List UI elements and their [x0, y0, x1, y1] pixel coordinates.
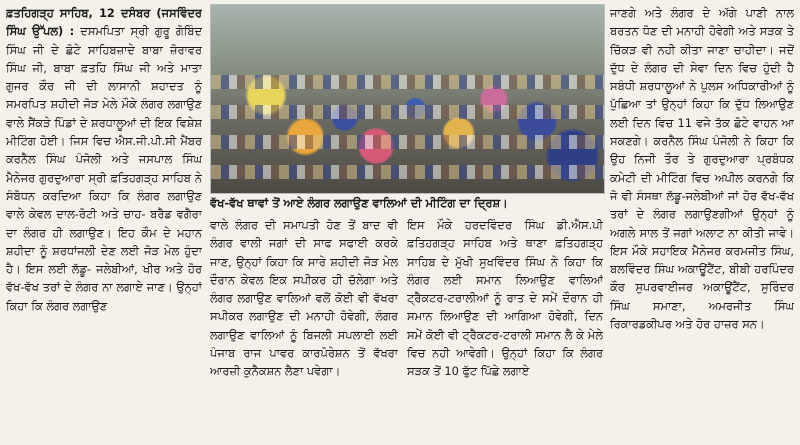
meeting-photo: [210, 4, 605, 194]
article-body-col4: ਜਾਣਗੇ ਅਤੇ ਲੰਗਰ ਦੇ ਅੱਗੇ ਪਾਣੀ ਨਾਲ ਬਰਤਨ ਧੋਣ ਦੀ ਮਨਾਹੀ ਹੋਵੇਗੀ ਅਤੇ ਸੜਕ ਤੇ ਚਿੱਕੜ ਵੀ ਨਹੀ ਕੀਤਾ ਜਾਣਾ ਚਾਹੀਦਾ। ਜਦੋਂ ਦੁੱਧ ਦੇ ਲੰਗਰ ਦੀ ਸੇਵਾ ਦਿਨ ਵਿਚ ਹੁੰਦੀ ਹੈ ਸਬੰਧੀ ਸ਼ਰਧਾਲੂਆਂ ਨੇ ਪੁਲਸ ਅਧਿਕਾਰੀਆਂ ਨੂੰ ਪੁੱਛਿਆ ਤਾਂ ਉਨ੍ਹਾਂ ਕਿਹਾ ਕਿ ਦੁੱਧ ਲਿਆਉਣ ਲਈ ਦਿਨ ਵਿਚ 11 ਵਜੇ ਤੱਕ ਛੋਟੇ ਵਾਹਨ ਆ ਸਕਣਗੇ। ਕਰਨੈਲ ਸਿੰਘ ਪੰਜੋਲੀ ਨੇ ਕਿਹਾ ਕਿ ਉਹ ਨਿਜੀ ਤੌਰ ਤੇ ਗੁਰਦੁਆਰਾ ਪ੍ਰਬੰਧਕ ਕਮੇਟੀ ਦੀ ਮੀਟਿੰਗ ਵਿਚ ਅਪੀਲ ਕਰਨਗੇ ਕਿ ਜੋ ਵੀ ਸੰਸਥਾ ਲੱਡੂ-ਜਲੇਬੀਆਂ ਜਾਂ ਹੋਰ ਵੱਖ-ਵੱਖ ਤਰਾਂ ਦੇ ਲੰਗਰ ਲਗਾਉਣਗੀਆਂ ਉਨ੍ਹਾਂ ਨੂੰ ਅਗਲੇ ਸਾਲ ਤੋਂ ਜਗਾਂ ਅਲਾਟ ਨਾ ਕੀਤੀ ਜਾਵੇ। ਇਸ ਮੌਕੇ ਸਹਾਇਕ ਮੈਨੇਜਰ ਕਰਮਜੀਤ ਸਿੰਘ, ਬਲਵਿੰਦਰ ਸਿੰਘ ਅਕਾਊਂਟੈਂਟ, ਬੀਬੀ ਹਰਪਿੰਦਰ ਕੌਰ ਸੁਪਰਵਾਈਜਰ ਅਕਾਊਂਟੈਂਟ, ਸੁਰਿੰਦਰ ਸਿੰਘ ਸਮਾਣਾ, ਅਮਰਜੀਤ ਸਿੰਘ ਰਿਕਾਰਡਕੀਪਰ ਅਤੇ ਹੋਰ ਹਾਜ਼ਰ ਸਨ।: [610, 6, 794, 332]
article-column-3: [407, 216, 603, 440]
article-dateline: ਫ਼ਤਹਿਗੜ੍ਹ ਸਾਹਿਬ, 12 ਦਸੰਬਰ (ਜਸਵਿੰਦਰ ਸਿੰਘ ਉੱਪਲ) :: [6, 6, 202, 39]
photo-caption: ਵੱਖ-ਵੱਖ ਥਾਵਾਂ ਤੋਂ ਆਏ ਲੰਗਰ ਲਗਾਉਣ ਵਾਲਿਆਂ ਦੀ ਮੀਟਿੰਗ ਦਾ ਦ੍ਰਿਸ਼।: [210, 196, 508, 210]
article-column-4: [610, 4, 794, 442]
article-body-col3: ਇਸ ਮੌਕੇ ਹਰਦਵਿੰਦਰ ਸਿੰਘ ਡੀ.ਐਸ.ਪੀ ਫ਼ਤਿਹਗੜ੍ਹ ਸਾਹਿਬ ਅਤੇ ਥਾਣਾ ਫ਼ਤਿਹਗੜ੍ਹ ਸਾਹਿਬ ਦੇ ਮੁੱਖੀ ਸੁਖਵਿੰਦਰ ਸਿੰਘ ਨੇ ਕਿਹਾ ਕਿ ਲੰਗਰ ਲਈ ਸਮਾਨ ਲਿਆਉਣ ਵਾਲਿਆਂ ਟ੍ਰੈਕਟਰ-ਟਰਾਲੀਆਂ ਨੂੰ ਰਾਤ ਦੇ ਸਮੇਂ ਦੌਰਾਨ ਹੀ ਸਮਾਨ ਲਿਆਉਣ ਦੀ ਆਗਿਆ ਹੋਵੇਗੀ, ਦਿਨ ਸਮੇਂ ਕੋਈ ਵੀ ਟ੍ਰੈਕਟਰ-ਟਰਾਲੀ ਸਮਾਨ ਲੈ ਕੇ ਮੇਲੇ ਵਿਚ ਨਹੀ ਆਵੇਗੀ। ਉਨ੍ਹਾਂ ਕਿਹਾ ਕਿ ਲੰਗਰ ਸੜਕ ਤੋਂ 10 ਫੁੱਟ ਪਿੱਛੇ ਲਗਾਏ: [407, 218, 603, 379]
article-body-col2: ਵਾਲੇ ਲੰਗਰ ਦੀ ਸਮਾਪਤੀ ਹੋਣ ਤੋਂ ਬਾਦ ਵੀ ਲੰਗਰ ਵਾਲੀ ਜਗਾਂ ਦੀ ਸਾਫ ਸਫਾਈ ਕਰਕੇ ਜਾਣ, ਉਨ੍ਹਾਂ ਕਿਹਾ ਕਿ ਸਾਰੇ ਸ਼ਹੀਦੀ ਜੋੜ ਮੇਲ ਦੌਰਾਨ ਕੇਵਲ ਇਕ ਸਪੀਕਰ ਹੀ ਚੱਲੇਗਾ ਅਤੇ ਲੰਗਰ ਲਗਾਉਣ ਵਾਲਿਆਂ ਵਲੋਂ ਕੋਈ ਵੀ ਵੱਖਰਾ ਸਪੀਕਰ ਲਗਾਉਣ ਦੀ ਮਨਾਹੀ ਹੋਵੇਗੀ, ਲੰਗਰ ਲਗਾਉਣ ਵਾਲਿਆਂ ਨੂੰ ਬਿਜਲੀ ਸਪਲਾਈ ਲਈ ਪੰਜਾਬ ਰਾਜ ਪਾਵਰ ਕਾਰਪੋਰੇਸ਼ਨ ਤੋਂ ਵੱਖਰਾ ਆਰਜ਼ੀ ਕੁਨੈਕਸ਼ਨ ਲੈਣਾ ਪਵੇਗਾ।: [210, 218, 398, 379]
article-column-2: [210, 216, 398, 440]
article-column-1: [6, 4, 202, 442]
article-body-col1: ਦਸਮਪਿਤਾ ਸ੍ਰੀ ਗੁਰੂ ਗੋਬਿੰਦ ਸਿੰਘ ਜੀ ਦੇ ਛੋਟੇ ਸਾਹਿਬਜ਼ਾਦੇ ਬਾਬਾ ਜ਼ੋਰਾਵਰ ਸਿੰਘ ਜੀ, ਬਾਬਾ ਫ਼ਤਹਿ ਸਿੰਘ ਜੀ ਅਤੇ ਮਾਤਾ ਗੁਜਰ ਕੌਰ ਜੀ ਦੀ ਲਾਸਾਨੀ ਸ਼ਹਾਦਤ ਨੂੰ ਸਮਰਪਿਤ ਸ਼ਹੀਦੀ ਜੋੜ ਮੇਲੇ ਮੌਕੇ ਲੰਗਰ ਲਗਾਉਣ ਵਾਲੇ ਸੈਂਕੜੇ ਪਿੰਡਾਂ ਦੇ ਸ਼ਰਧਾਲੂਆਂ ਦੀ ਇਕ ਵਿਸ਼ੇਸ਼ ਮੀਟਿੰਗ ਹੋਈ। ਜਿਸ ਵਿਚ ਐਸ.ਜੀ.ਪੀ.ਸੀ ਮੈਂਬਰ ਕਰਨੈਲ ਸਿੰਘ ਪੰਜੋਲੀ ਅਤੇ ਜਸਪਾਲ ਸਿੰਘ ਮੈਨੇਜਰ ਗੁਰਦੁਆਰਾ ਸ੍ਰੀ ਫ਼ਤਿਹਗੜ੍ਹ ਸਾਹਿਬ ਨੇ ਸੰਬੋਧਨ ਕਰਦਿਆ ਕਿਹਾ ਕਿ ਲੰਗਰ ਲਗਾਉਣ ਵਾਲੇ ਕੇਵਲ ਦਾਲ-ਰੋਟੀ ਅਤੇ ਚਾਹ- ਬਰੈਡ ਵਗੈਰਾ ਦਾ ਲੰਗਰ ਹੀ ਲਗਾਉਣ। ਇਹ ਕੌਮ ਦੇ ਮਹਾਨ ਸ਼ਹੀਦਾ ਨੂੰ ਸ਼ਰਧਾਂਜਲੀ ਦੇਣ ਲਈ ਜੋੜ ਮੇਲ ਹੁੰਦਾ ਹੈ। ਇਸ ਲਈ ਲੱਡੂ- ਜਲੇਬੀਆਂ, ਖੀਰ ਅਤੇ ਹੋਰ ਵੱਖ-ਵੱਖ ਤਰਾਂ ਦੇ ਲੰਗਰ ਨਾ ਲਗਾਏ ਜਾਣ। ਉਨ੍ਹਾਂ ਕਿਹਾ ਕਿ ਲੰਗਰ ਲਗਾਉਣ: [6, 24, 202, 313]
